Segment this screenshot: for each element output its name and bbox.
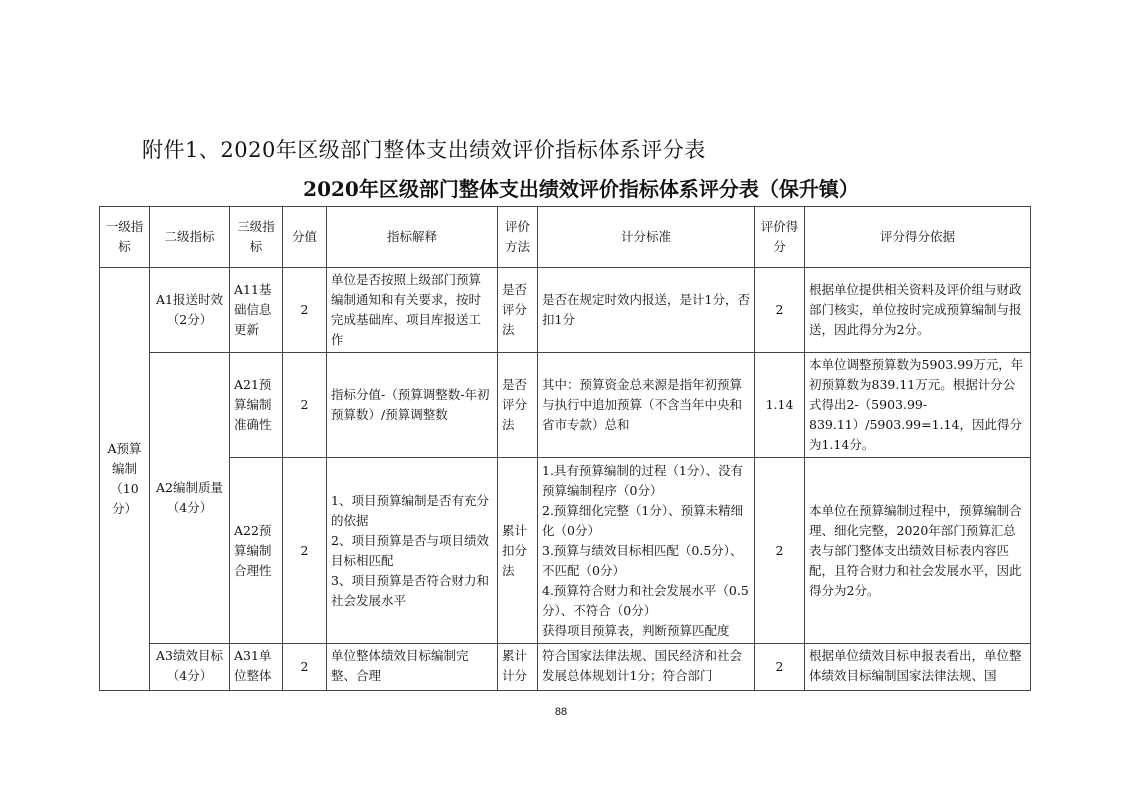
score-cell: 2: [283, 268, 327, 353]
table-row: [100, 644, 1031, 691]
group-a3: A3绩效目标（4分）: [150, 644, 230, 691]
header-basis: 评分得分依据: [805, 207, 1031, 268]
explanation-cell: 指标分值-（预算调整数-年初预算数）/预算调整数: [327, 353, 498, 458]
explanation-cell: 单位是否按照上级部门预算编制通知和有关要求，按时完成基础库、项目库报送工作: [327, 268, 498, 353]
header-obtained: 评价得分: [755, 207, 805, 268]
obtained-cell: 2: [755, 644, 805, 691]
table-title: 2020年区级部门整体支出绩效评价指标体系评分表（保升镇）: [303, 177, 859, 201]
header-level2: 二级指标: [150, 207, 230, 268]
standard-line: 3.预算与绩效目标相匹配（0.5分）、不匹配（0分）: [542, 542, 743, 578]
basis-cell: 根据单位绩效目标申报表看出，单位整体绩效目标编制国家法律法规、国: [805, 644, 1031, 691]
table-row: [100, 458, 1031, 644]
basis-cell: 根据单位提供相关资料及评价组与财政部门核实，单位按时完成预算编制与报送，因此得分为2分。: [805, 268, 1031, 353]
obtained-cell: 1.14: [755, 353, 805, 458]
header-method: 评价方法: [498, 207, 538, 268]
explanation-cell: [327, 458, 498, 644]
standard-cell: 其中：预算资金总来源是指年初预算与执行中追加预算（不含当年中央和省市专款）总和: [538, 353, 755, 458]
attachment-title: 附件1、2020年区级部门整体支出绩效评价指标体系评分表: [142, 138, 706, 162]
score-table: [99, 206, 1031, 691]
score-cell: 2: [283, 458, 327, 644]
indicator-cell: A31单位整体: [230, 644, 283, 691]
method-cell: 是否评分法: [498, 353, 538, 458]
page-number: 88: [554, 706, 568, 718]
standard-cell: 符合国家法律法规、国民经济和社会发展总体规划计1分；符合部门: [538, 644, 755, 691]
header-level1: 一级指标: [100, 207, 150, 268]
standard-line: 获得项目预算表，判断预算匹配度: [542, 622, 730, 638]
explanation-cell: 单位整体绩效目标编制完整、合理: [327, 644, 498, 691]
explanation-line: 1、项目预算编制是否有充分的依据: [331, 492, 489, 528]
indicator-cell: A22预算编制合理性: [230, 458, 283, 644]
table-row: [100, 353, 1031, 458]
standard-line: 2.预算细化完整（1分）、预算未精细化（0分）: [542, 502, 744, 538]
header-row: [100, 207, 1031, 268]
group-a1: A1报送时效（2分）: [150, 268, 230, 353]
standard-line: 4.预算符合财力和社会发展水平（0.5分）、不符合（0分）: [542, 582, 749, 618]
obtained-cell: 2: [755, 458, 805, 644]
header-standard: 计分标准: [538, 207, 755, 268]
level1-cell: A预算编制（10分）: [100, 268, 150, 691]
header-level3: 三级指标: [230, 207, 283, 268]
standard-cell: 是否在规定时效内报送，是计1分，否扣1分: [538, 268, 755, 353]
obtained-cell: 2: [755, 268, 805, 353]
basis-cell: 本单位在预算编制过程中，预算编制合理、细化完整，2020年部门预算汇总表与部门整体支出绩效目标表内容匹配，且符合财力和社会发展水平，因此得分为2分。: [805, 458, 1031, 644]
group-a2: A2编制质量（4分）: [150, 353, 230, 644]
header-explanation: 指标解释: [327, 207, 498, 268]
standard-line: 1.具有预算编制的过程（1分）、没有预算编制程序（0分）: [542, 462, 744, 498]
indicator-cell: A11基础信息更新: [230, 268, 283, 353]
indicator-cell: A21预算编制准确性: [230, 353, 283, 458]
method-cell: 累计计分: [498, 644, 538, 691]
method-cell: 是否评分法: [498, 268, 538, 353]
header-score: 分值: [283, 207, 327, 268]
table-row: [100, 268, 1031, 353]
method-cell: 累计扣分法: [498, 458, 538, 644]
standard-cell: [538, 458, 755, 644]
explanation-line: 2、项目预算是否与项目绩效目标相匹配: [331, 532, 489, 568]
explanation-line: 3、项目预算是否符合财力和社会发展水平: [331, 572, 489, 608]
score-cell: 2: [283, 644, 327, 691]
score-cell: 2: [283, 353, 327, 458]
basis-cell: 本单位调整预算数为5903.99万元，年初预算数为839.11万元。根据计分公式得出2-（5903.99-839.11）/5903.99=1.14，因此得分为1.14分。: [805, 353, 1031, 458]
